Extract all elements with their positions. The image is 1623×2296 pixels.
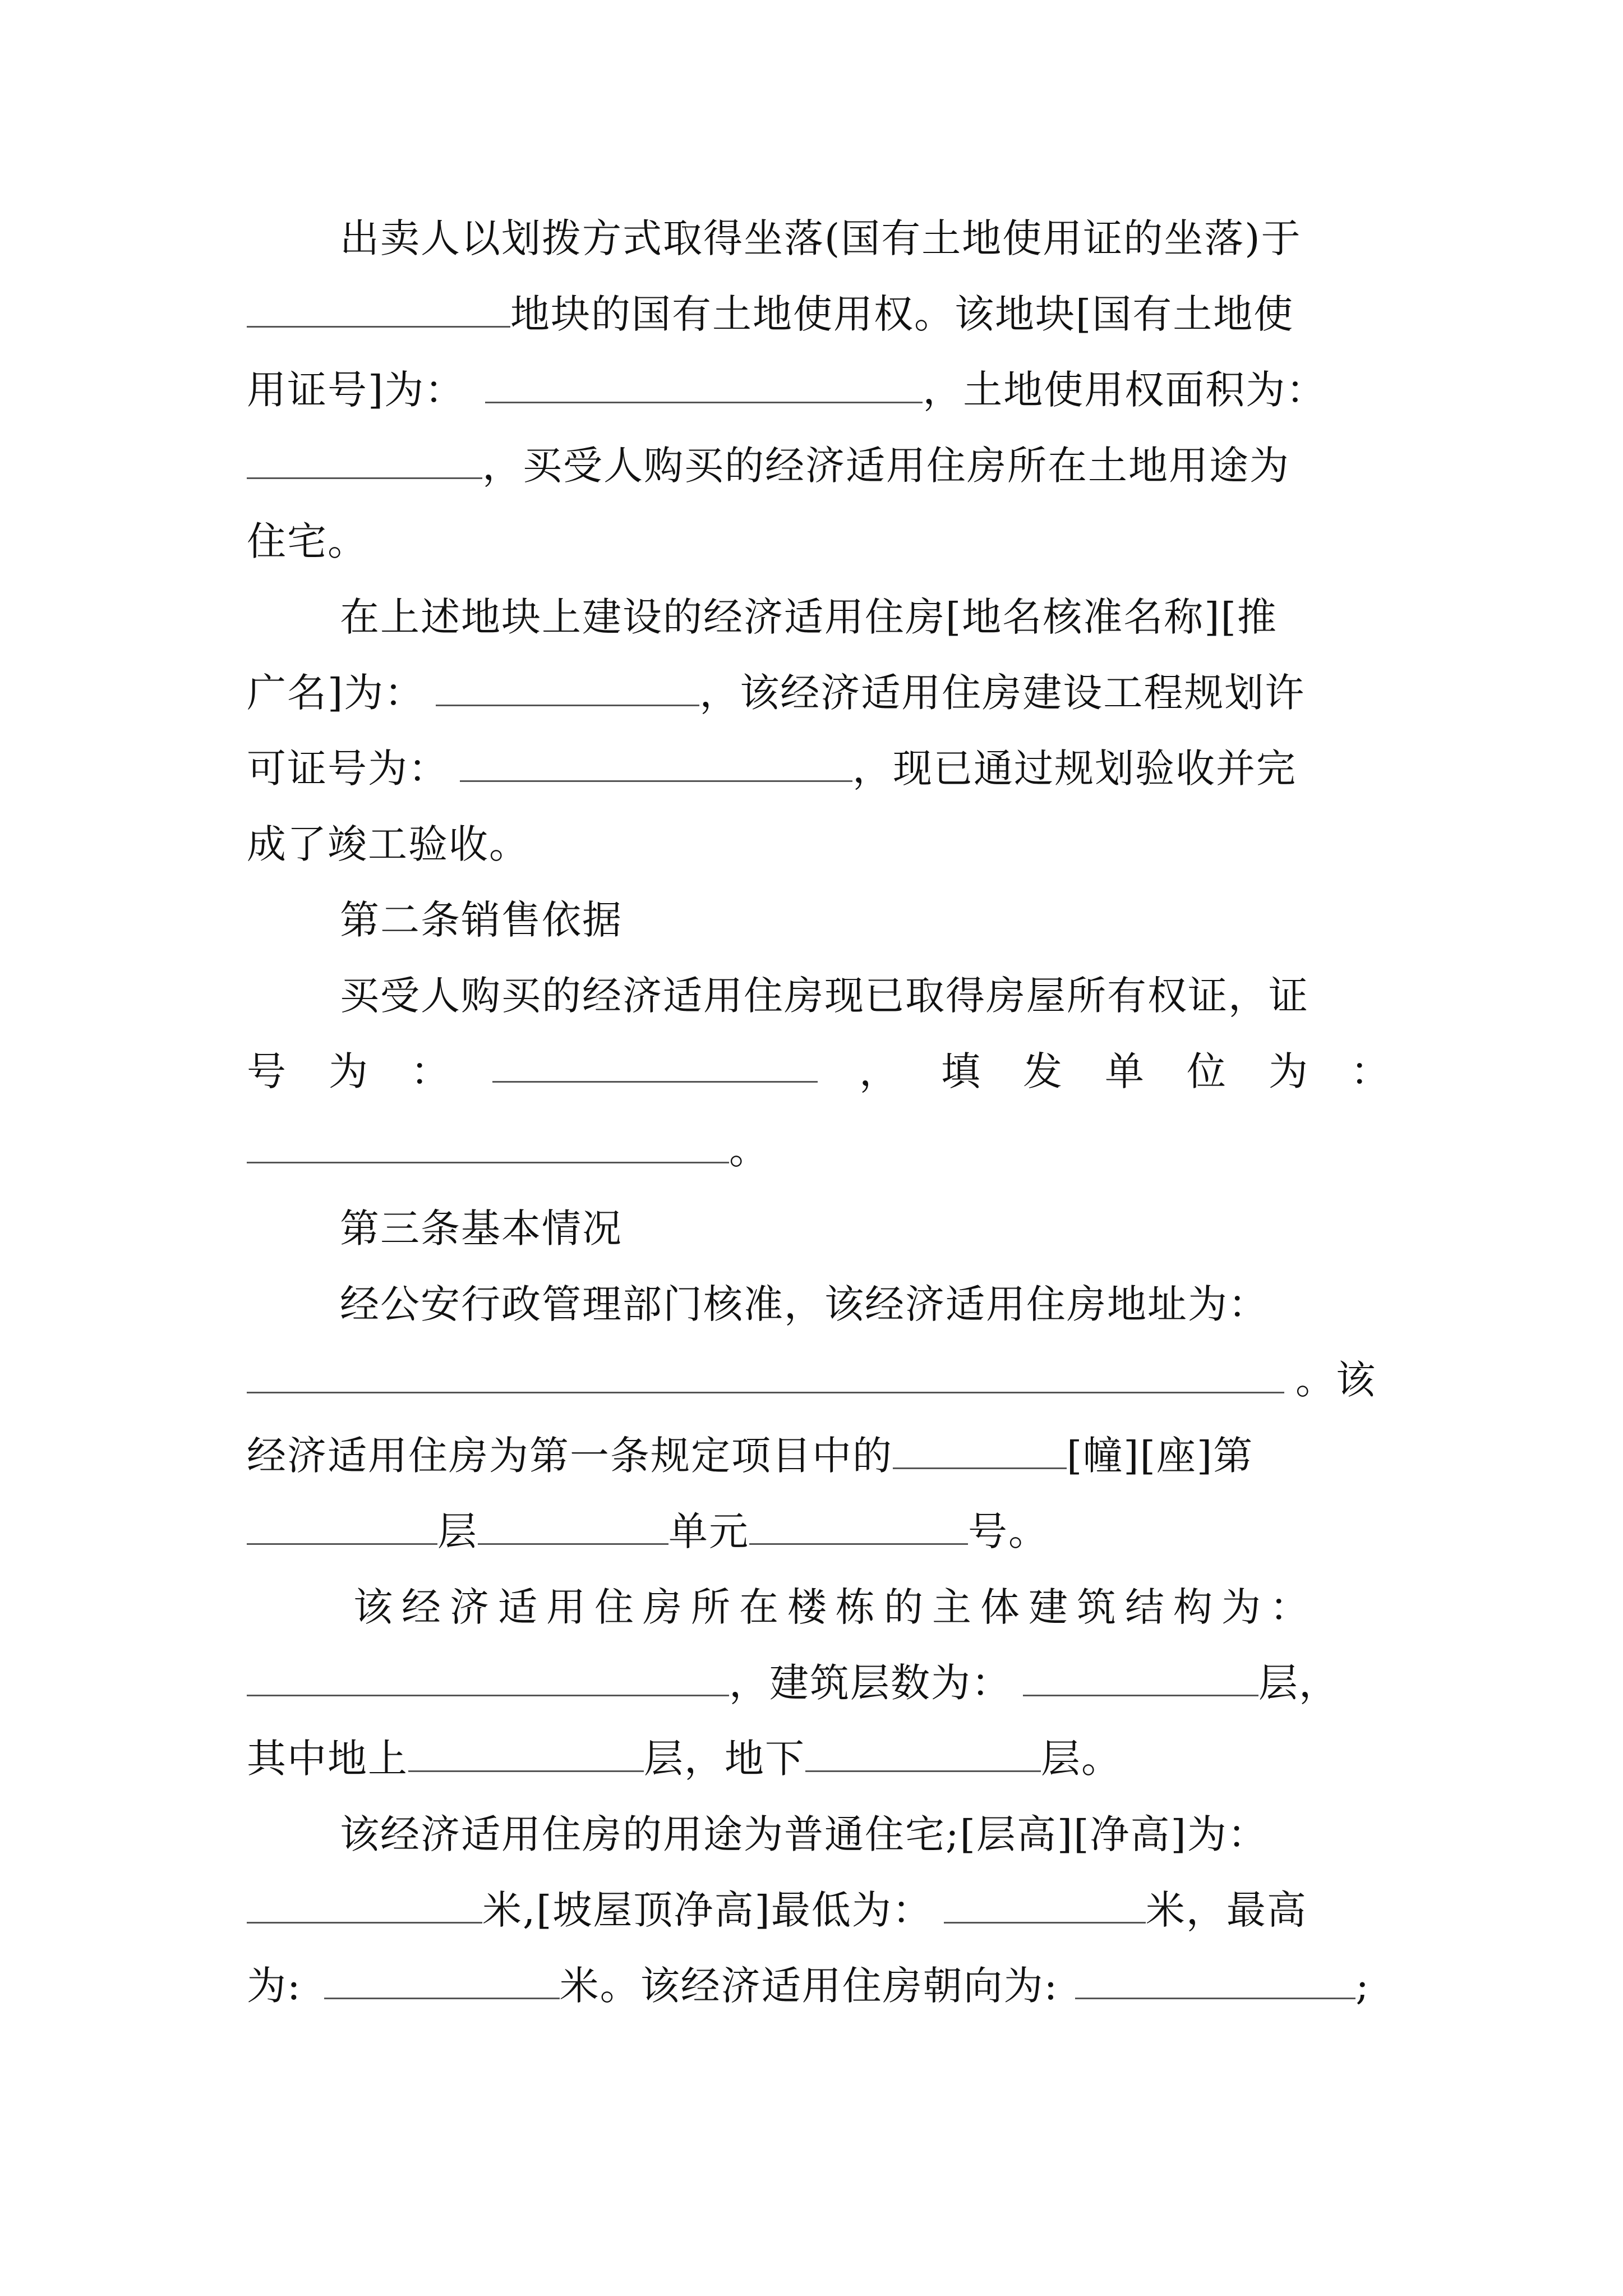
article-2-heading: 第二条销售依据 (340, 897, 623, 943)
art2-char: ， (859, 1048, 900, 1094)
art3-text-s2b: 层， (1258, 1660, 1339, 1706)
art3-usage-line1 (247, 1809, 1391, 1860)
p2-text2a: 广名]为： (247, 670, 425, 716)
article-3-title (247, 1203, 1391, 1254)
art2-text1: 买受人购买的经济适用住房现已取得房屋所有权证，证 (340, 973, 1309, 1019)
blank-room-number[interactable] (749, 1508, 968, 1545)
art2-char: 为 (1269, 1048, 1309, 1094)
art3-text-u3a: 为: (247, 1963, 302, 2009)
blank-planning-permit-number[interactable] (460, 746, 852, 782)
blank-ownership-cert-number[interactable] (492, 1046, 818, 1083)
art2-char: 单 (1105, 1048, 1145, 1094)
p2-line4 (247, 819, 1391, 869)
blank-issuing-unit[interactable] (247, 1127, 729, 1163)
art2-line1 (247, 970, 1391, 1021)
art3-text2: 。该 (1295, 1357, 1376, 1403)
p1-text4: ，买受人购买的经济适用住房所在土地用途为 (482, 443, 1290, 489)
art3-text-s1: 该经济适用住房所在楼栋的主体建筑结构为： (353, 1584, 1318, 1630)
p1-text2: 地块的国有土地使用权。该地块[国有土地使 (510, 291, 1294, 337)
art3-text3a: 经济适用住房为第一条规定项目中的 (247, 1433, 893, 1479)
art3-line1 (247, 1279, 1391, 1329)
art3-line2 (247, 1355, 1391, 1405)
p2-text3a: 可证号为： (247, 746, 449, 792)
article-2-title (247, 895, 1391, 945)
art2-char: ： (411, 1048, 451, 1094)
art2-char: 填 (941, 1048, 981, 1094)
blank-housing-address[interactable] (247, 1357, 1284, 1393)
p2-line2 (247, 668, 1391, 718)
art3-structure-line3 (247, 1733, 1391, 1784)
art3-structure-line2 (247, 1658, 1391, 1708)
p2-text2b: ，该经济适用住房建设工程规划许 (699, 670, 1306, 716)
p1-line1 (247, 213, 1391, 264)
art3-structure-line1 (247, 1582, 1391, 1632)
art3-text-s3c: 层。 (1041, 1736, 1122, 1782)
art3-text-s3a: 其中地上 (247, 1736, 408, 1782)
art3-text4a: 层 (437, 1508, 478, 1554)
art3-text-u2b: 米，最高 (1145, 1887, 1307, 1933)
p1-text1: 出卖人以划拨方式取得坐落(国有土地使用证的坐落)于 (340, 215, 1302, 261)
art3-text-u3c: ; (1355, 1963, 1370, 2009)
art3-usage-line3 (247, 1961, 1391, 2011)
p2-line1 (247, 592, 1391, 642)
blank-promo-name[interactable] (436, 670, 699, 706)
blank-floor-height[interactable] (247, 1887, 482, 1924)
p2-text1: 在上述地块上建设的经济适用住房[地名核准名称][推 (340, 594, 1278, 640)
art3-text-u3b: 米。该经济适用住房朝向为: (559, 1963, 1059, 2009)
blank-total-floors[interactable] (1023, 1660, 1258, 1696)
p1-line5 (247, 516, 1391, 567)
p1-text3a: 用证号]为： (247, 367, 465, 413)
blank-floors-above-ground[interactable] (408, 1736, 644, 1772)
art3-text-u2a: 米,[坡屋顶净高]最低为： (482, 1887, 933, 1933)
blank-unit[interactable] (478, 1508, 668, 1545)
blank-building[interactable] (893, 1433, 1067, 1469)
art2-line3 (247, 1125, 1391, 1175)
art3-text-s3b: 层，地下 (644, 1736, 805, 1782)
art3-text3b: [幢][座]第 (1067, 1433, 1254, 1479)
art2-line2 (247, 1046, 1391, 1097)
p1-line3 (247, 365, 1391, 415)
p2-text3b: ，现已通过规划验收并完 (852, 746, 1297, 792)
art2-char: 发 (1023, 1048, 1063, 1094)
blank-main-structure[interactable] (247, 1660, 729, 1696)
art3-text-u1: 该经济适用住房的用途为普通住宅;[层高][净高]为： (340, 1811, 1268, 1857)
art3-text4b: 单元 (668, 1508, 749, 1554)
art3-text4c: 号。 (968, 1508, 1049, 1554)
art3-line4 (247, 1506, 1391, 1557)
blank-land-location[interactable] (247, 291, 510, 328)
art3-usage-line2 (247, 1885, 1391, 1935)
blank-slope-max-height[interactable] (324, 1963, 560, 1999)
blank-floor[interactable] (247, 1508, 437, 1545)
art3-text-s2a: ，建筑层数为： (729, 1660, 1012, 1706)
p2-line3 (247, 743, 1391, 794)
blank-land-cert-number[interactable] (485, 367, 923, 403)
blank-slope-min-height[interactable] (944, 1887, 1146, 1924)
art2-char: 号 (247, 1048, 287, 1094)
p1-line4 (247, 440, 1391, 491)
blank-floors-below-ground[interactable] (805, 1736, 1041, 1772)
p2-text4: 成了竣工验收。 (247, 821, 529, 867)
art3-line3 (247, 1430, 1391, 1481)
blank-orientation[interactable] (1075, 1963, 1355, 1999)
art2-char: 位 (1187, 1048, 1227, 1094)
p1-text5: 住宅。 (247, 518, 368, 564)
art2-char: ： (1350, 1048, 1391, 1094)
art2-char: 为 (329, 1048, 369, 1094)
art2-text3: 。 (729, 1127, 769, 1173)
blank-land-area[interactable] (247, 443, 482, 479)
art3-text1: 经公安行政管理部门核准，该经济适用住房地址为： (340, 1281, 1269, 1327)
p1-line2 (247, 289, 1391, 339)
p1-text3b: ，土地使用权面积为： (923, 367, 1327, 413)
article-3-heading: 第三条基本情况 (340, 1205, 623, 1251)
